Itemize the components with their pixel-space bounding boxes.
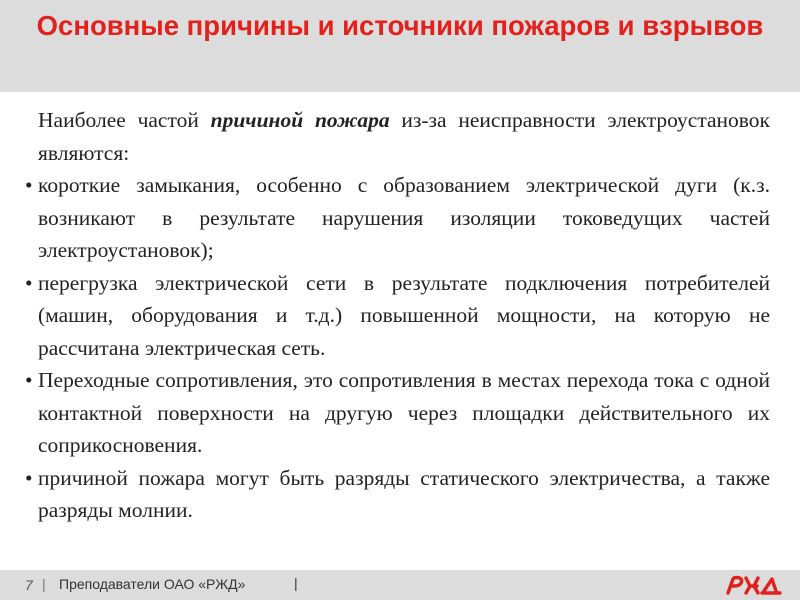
list-item-text: причиной пожара могут быть разряды статического электричества, а также разряды молнии. [38, 465, 770, 522]
bullet-icon: • [25, 465, 33, 490]
slide-title: Основные причины и источники пожаров и взрывов [36, 10, 764, 41]
list-item [25, 267, 770, 365]
intro-paragraph [28, 104, 770, 169]
list-item-text: перегрузка электрической сети в результате подключения потребителей (машин, оборудования и т.д.) повышенной мощности, на которую не рассчитана электрическая сеть. [38, 270, 770, 360]
intro-text-end: из-за неисправности электроустановок являются: [38, 108, 770, 165]
slide-content [25, 104, 770, 527]
slide-footer [0, 570, 800, 600]
page-number: 7 [25, 577, 33, 593]
intro-emphasis: причиной пожара [210, 108, 390, 132]
footer-text: Преподаватели ОАО «РЖД» [59, 576, 246, 592]
slide-header [0, 0, 800, 92]
intro-text-start: Наиболее частой [38, 108, 211, 132]
causes-list [25, 169, 770, 527]
rzd-logo-icon [724, 574, 788, 596]
list-item [25, 462, 770, 527]
list-item [25, 364, 770, 462]
bullet-icon: • [25, 270, 33, 295]
list-item-text: короткие замыкания, особенно с образованием электрической дуги (к.з. возникают в результате нарушения изоляции токоведущих частей электроустановок); [38, 173, 770, 262]
footer-separator-end: | [294, 575, 298, 591]
footer-separator: | [42, 576, 46, 592]
bullet-icon: • [25, 368, 33, 392]
bullet-icon: • [25, 173, 33, 197]
list-item [25, 169, 770, 267]
list-item-text: Переходные сопротивления, это сопротивления в местах перехода тока с одной контактной поверхности на другую через площадки действительного их соприкосновения. [38, 368, 770, 457]
